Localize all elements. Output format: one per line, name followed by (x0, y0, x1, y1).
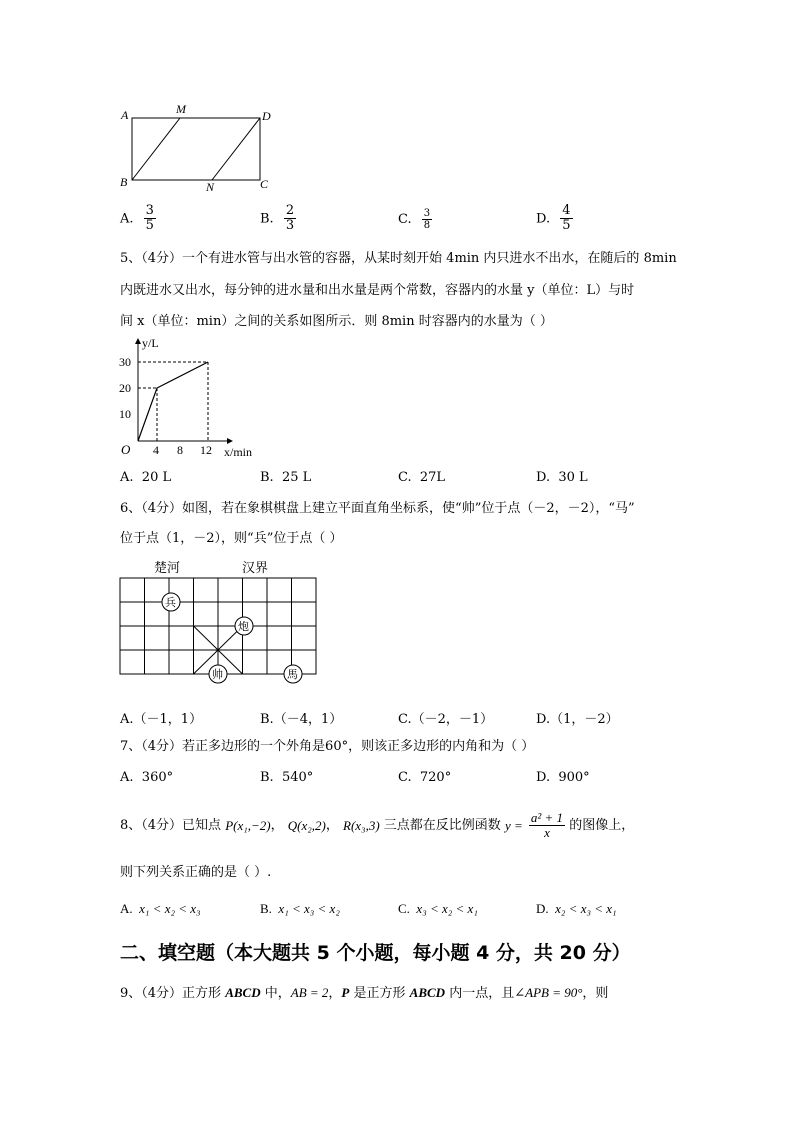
q6-option-a[interactable]: A.（－1，1） (120, 712, 203, 727)
q5-xtick-8: 8 (177, 443, 183, 457)
segment-nd (212, 118, 260, 180)
q6-option-c[interactable]: C.（－2，－1） (398, 712, 494, 727)
label-d: D (262, 109, 271, 123)
q7-option-b[interactable]: B. 540° (260, 770, 314, 785)
q9-abcd-1: ABCD (225, 985, 261, 1000)
q9-ab: AB = 2 (290, 985, 329, 1000)
piece-ma[interactable] (284, 665, 302, 683)
q5-option-b[interactable]: B. 25 L (260, 470, 312, 485)
q8-point-q: Q(x₂,2) (287, 818, 326, 833)
q8-option-c[interactable]: C. x₃ < x₂ < x₁ (398, 901, 478, 916)
label-b: B (120, 175, 128, 189)
q5-ytick-10: 10 (119, 407, 131, 421)
q5-line-1: 5、（4分）一个有进水管与出水管的容器，从某时刻开始 4min 内只进水不出水，在随后的 8min (120, 251, 677, 266)
q8-func-lhs: y = (504, 818, 523, 833)
q6-option-d[interactable]: D.（1，－2） (536, 712, 619, 727)
piece-shuai[interactable] (209, 665, 227, 683)
q4-option-a[interactable]: A. $\frac{3}{5}$ (120, 203, 154, 234)
river-right-label: 汉界 (242, 560, 269, 575)
label-c: C (260, 177, 269, 191)
q7-option-c[interactable]: C. 720° (398, 770, 452, 785)
q5-ytick-30: 30 (119, 355, 131, 369)
q8-mid: 三点都在反比例函数 (383, 818, 501, 833)
q8-option-d[interactable]: D. x₂ < x₃ < x₁ (536, 901, 617, 916)
segment-bm (132, 118, 180, 180)
q8-line-2: 则下列关系正确的是（ ）. (120, 865, 272, 880)
q9-line-1: 9、（4分）正方形 ABCD 中，AB = 2，P 是正方形 ABCD 内一点，且∠APB = 90°，则 (120, 985, 609, 1001)
q5-y-label: y/L (142, 336, 159, 350)
label-a: A (121, 108, 129, 122)
label-m: M (176, 102, 186, 116)
q4-option-c[interactable]: C. $\frac{3}{8}$ (398, 208, 431, 231)
q5-option-d[interactable]: D. 30 L (536, 470, 588, 485)
q5-option-c[interactable]: C. 27L (398, 470, 446, 485)
q8-point-r: R(x₃,3) (343, 818, 380, 833)
q5-line-2: 内既进水又出水，每分钟的进水量和出水量是两个常数，容器内的水量 y（单位：L）与时 (120, 283, 635, 298)
q5-option-a[interactable]: A. 20 L (120, 470, 172, 485)
q4-option-b[interactable]: B. $\frac{2}{3}$ (260, 203, 295, 234)
q8-func-fraction: $\frac{\text{a² + 1}}{x}$ (530, 810, 564, 841)
q7-option-d[interactable]: D. 900° (536, 770, 590, 785)
q6-line-2: 位于点（1，－2），则“兵”位于点（ ） (120, 531, 343, 546)
q5-origin: O (121, 442, 131, 457)
q7-option-a[interactable]: A. 360° (120, 770, 174, 785)
piece-bing[interactable] (162, 593, 180, 611)
q6-option-b[interactable]: B.（－4，1） (260, 712, 343, 727)
q8-line-1: 8、（4分）已知点 P(x₁,−2)， Q(x₂,2)， R(x₃,3) 三点都在反比例函数 y = $\frac{\text{a² + 1}}{x}$ 的图像上， (120, 810, 635, 841)
q5-graph-line (138, 362, 208, 441)
section-2-heading: 二、填空题（本大题共 5 个小题，每小题 4 分，共 20 分） (120, 942, 631, 964)
piece-pao-label: 炮 (238, 621, 249, 633)
q9-angle: ∠APB = 90° (514, 985, 583, 1000)
q8-option-b[interactable]: B. x₁ < x₃ < x₂ (260, 901, 340, 916)
q5-ytick-20: 20 (119, 381, 131, 395)
q6-line-1: 6、（4分）如图，若在象棋棋盘上建立平面直角坐标系，使“帅”位于点（－2，－2），“马” (120, 501, 635, 516)
q5-xtick-4: 4 (153, 443, 159, 457)
q8-point-p: P(x₁,−2) (225, 818, 271, 833)
q4-figure (118, 100, 278, 192)
q8-prefix: 8、（4分）已知点 (120, 818, 222, 833)
piece-ma-label: 馬 (287, 669, 298, 681)
q9-p: P (341, 985, 350, 1000)
q8-option-a[interactable]: A. x₁ < x₂ < x₃ (120, 901, 201, 916)
q5-line-3: 间 x（单位：min）之间的关系如图所示．则 8min 时容器内的水量为（ ） (120, 314, 553, 329)
piece-pao[interactable] (235, 617, 253, 635)
q5-x-label: x/min (224, 445, 253, 459)
q5-graph (112, 335, 262, 461)
q7-line-1: 7、（4分）若正多边形的一个外角是60°，则该正多边形的内角和为（ ） (120, 739, 535, 754)
q9-abcd-2: ABCD (409, 985, 446, 1000)
label-n: N (206, 180, 215, 192)
piece-shuai-label: 帅 (212, 669, 223, 681)
q5-xtick-12: 12 (200, 443, 212, 457)
q8-suffix: 的图像上， (569, 818, 635, 833)
q4-option-d[interactable]: D. $\frac{4}{5}$ (536, 203, 571, 234)
rectangle-abcd (132, 118, 260, 180)
piece-bing-label: 兵 (165, 597, 176, 609)
river-left-label: 楚河 (154, 560, 181, 575)
q6-chess-board (116, 558, 326, 688)
